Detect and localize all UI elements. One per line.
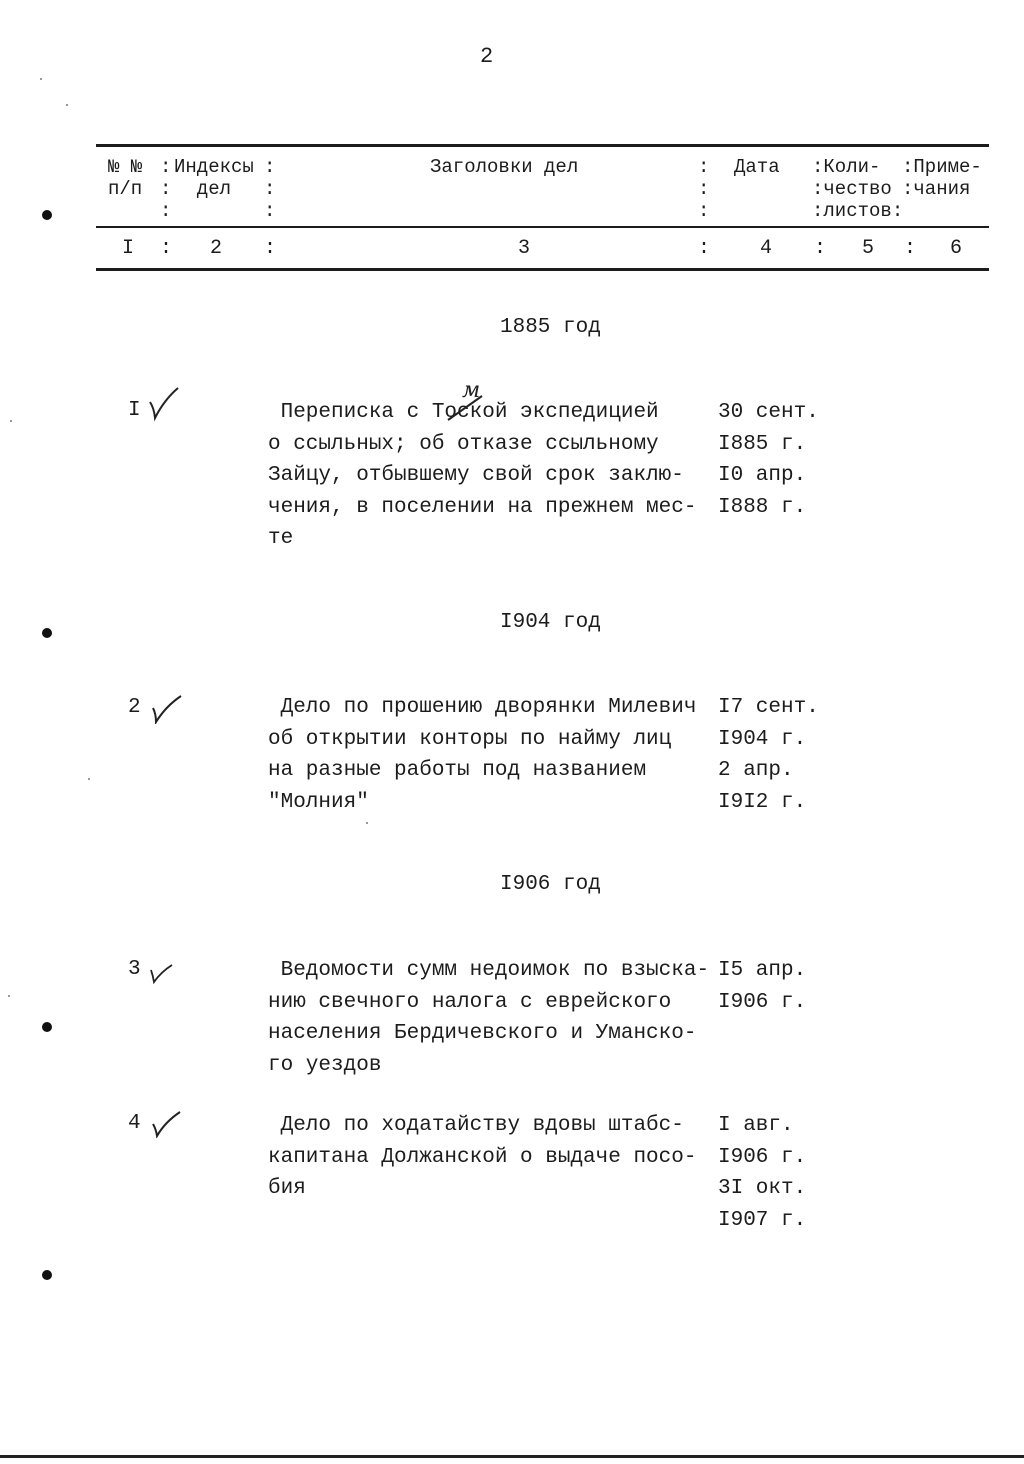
year-heading: I906 год — [500, 873, 601, 896]
scan-speck — [66, 104, 68, 106]
scan-speck — [366, 822, 368, 824]
strikethrough-mark — [446, 394, 486, 422]
header-top-rule — [96, 144, 989, 147]
column-number-separator: : — [264, 237, 277, 260]
binding-hole — [42, 210, 52, 220]
header-separator-2: : : : — [264, 156, 276, 222]
entry-dates: I5 апр. I906 г. — [718, 959, 807, 1014]
entry-number: 3 — [128, 958, 141, 981]
entry-title: Ведомости сумм недоимок по взыска- нию свечного налога с еврейского населения Бердичевского и Уманско- го уездов — [268, 959, 710, 1077]
checkmark-icon — [148, 962, 174, 984]
entry-number: 2 — [128, 696, 141, 719]
header-col-titles: Заголовки дел — [430, 156, 579, 178]
header-col-sheets: :Коли- :чество :листов: — [812, 156, 904, 222]
binding-hole — [42, 1270, 52, 1280]
column-number-separator: : — [698, 237, 711, 260]
checkmark-icon — [150, 1110, 182, 1138]
column-number: 2 — [210, 237, 223, 260]
column-number: 5 — [862, 237, 875, 260]
scan-speck — [10, 420, 12, 422]
scan-speck — [8, 995, 10, 997]
scan-speck — [88, 778, 90, 780]
scan-speck — [40, 78, 42, 80]
scan-edge-line — [0, 1455, 1024, 1458]
binding-hole — [42, 1022, 52, 1032]
header-col-index: Индексы дел — [174, 156, 254, 200]
handwritten-correction: м — [462, 378, 481, 403]
column-number-separator: : — [904, 237, 917, 260]
column-number: 4 — [760, 237, 773, 260]
checkmark-icon — [150, 694, 184, 724]
entry-number: 4 — [128, 1112, 141, 1135]
binding-hole — [42, 628, 52, 638]
year-heading: 1885 год — [500, 316, 601, 339]
entry-number: I — [128, 399, 141, 422]
header-mid-rule — [96, 226, 989, 228]
column-number-separator: : — [160, 237, 173, 260]
page-number: 2 — [480, 44, 494, 69]
column-number: 6 — [950, 237, 963, 260]
entry-title: Переписка с Тоской экспедицией о ссыльных; об отказе ссыльному Зайцу, отбывшему свой срок заклю- чения, в поселении на прежнем мес- те — [268, 401, 697, 550]
header-bottom-rule — [96, 268, 989, 271]
entry-title: Дело по ходатайству вдовы штабс- капитана Должанской о выдаче посо- бия — [268, 1114, 697, 1200]
column-number: 3 — [518, 237, 531, 260]
entry-dates: I авг. I906 г. 3I окт. I907 г. — [718, 1114, 807, 1232]
column-number: I — [122, 237, 135, 260]
header-separator-1: : : : — [160, 156, 172, 222]
header-col-number: № № п/п — [108, 156, 143, 200]
entry-dates: 30 сент. I885 г. I0 апр. I888 г. — [718, 401, 819, 519]
header-separator-3: : : : — [698, 156, 710, 222]
entry-title: Дело по прошению дворянки Милевич об открытии конторы по найму лиц на разные работы под названием "Молния" — [268, 696, 697, 814]
entry-dates: I7 сент. I904 г. 2 апр. I9I2 г. — [718, 696, 819, 814]
checkmark-icon — [146, 386, 182, 422]
year-heading: I904 год — [500, 611, 601, 634]
header-col-notes: :Приме- :чания — [902, 156, 982, 200]
header-col-date: Дата — [734, 156, 780, 178]
column-number-separator: : — [814, 237, 827, 260]
